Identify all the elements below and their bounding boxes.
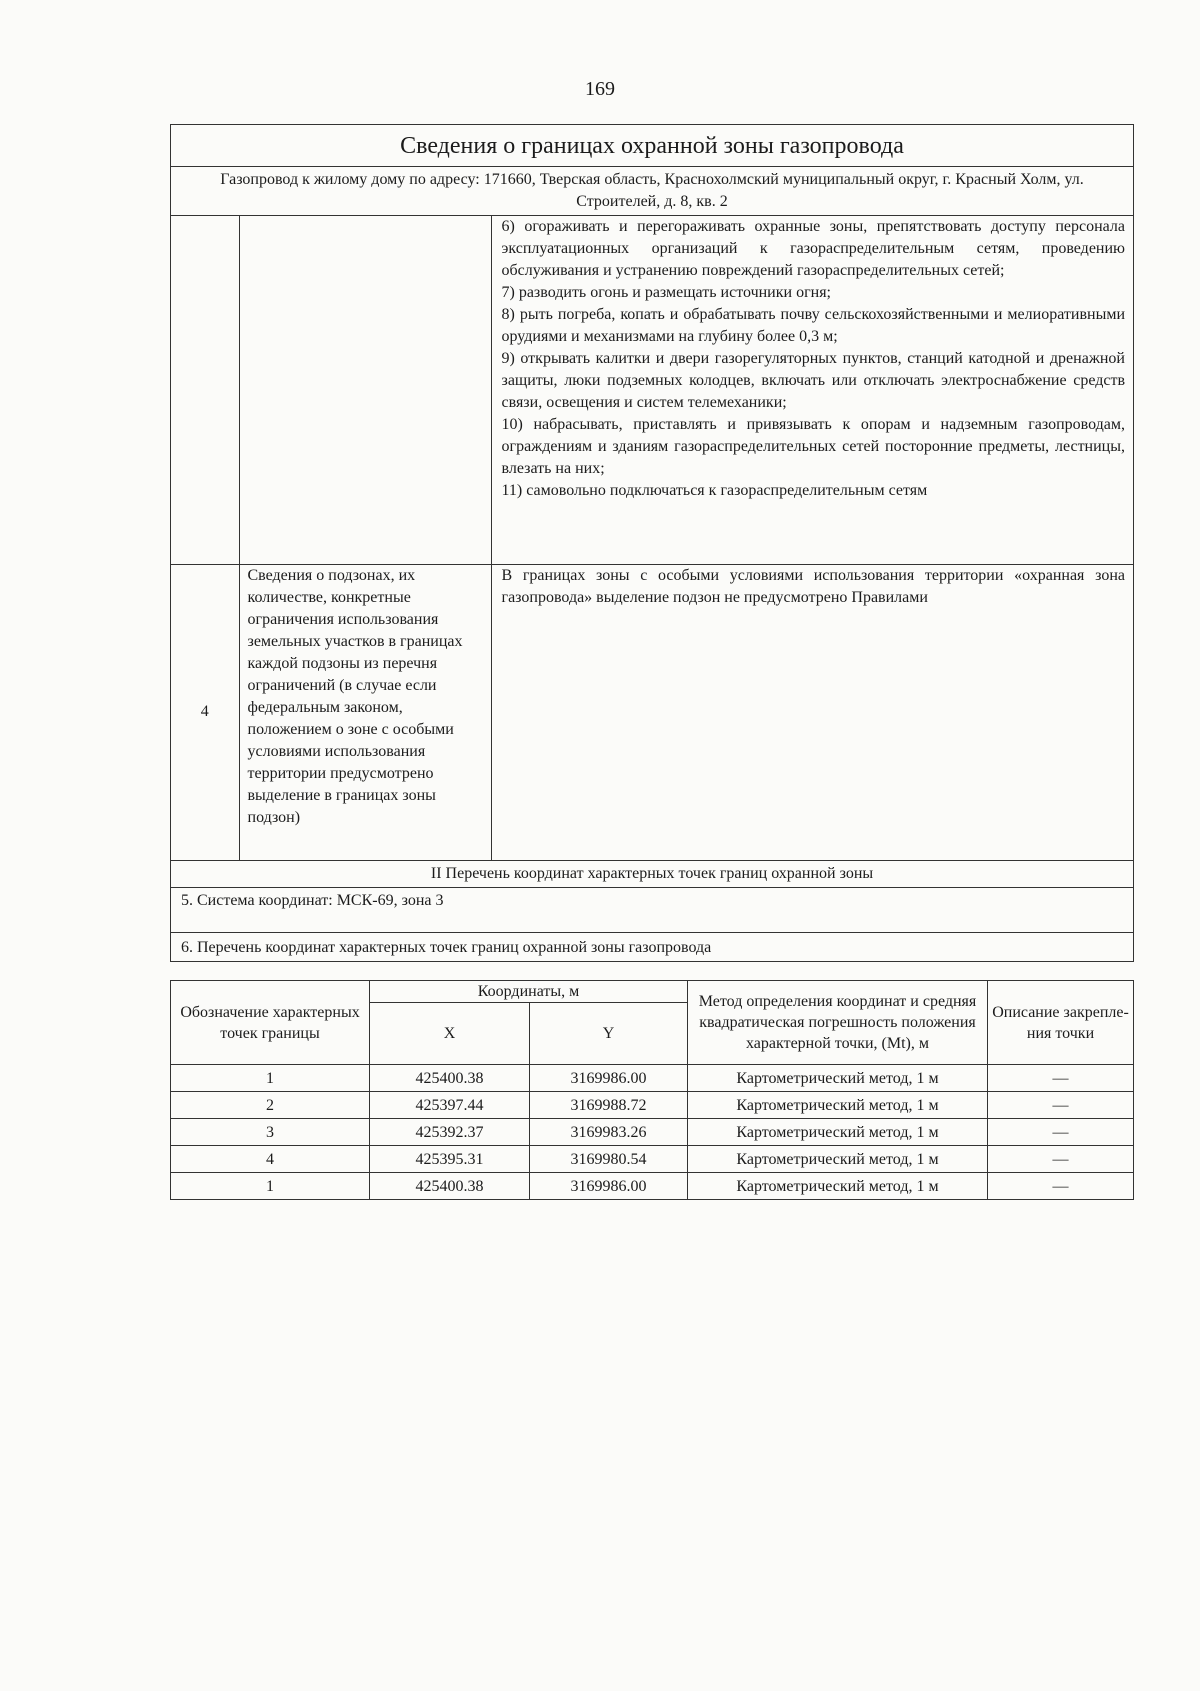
header-row xyxy=(171,981,1134,1003)
document-title: Сведения о границах охранной зоны газопровода xyxy=(171,125,1133,167)
header-description: Описание закрепле-ния точки xyxy=(988,981,1134,1065)
cell-method: Картометрический метод, 1 м xyxy=(688,1065,988,1092)
table-row xyxy=(171,1173,1134,1200)
paragraph: 6) огораживать и перегораживать охранные зоны, препятствовать доступу персонала эксплуатационных организаций к газораспределительным сетям, проведению обслуживания и устранению повреждений газораспределительных сетей; xyxy=(501,218,1125,279)
header-x: X xyxy=(370,1003,530,1065)
cell-method: Картометрический метод, 1 м xyxy=(688,1146,988,1173)
cell-y: 3169983.26 xyxy=(530,1119,688,1146)
row-label: Сведения о подзонах, их количестве, конкретные ограничения использования земельных участков в границах каждой подзоны из перечня ограничений (в случае если федеральным законом, положением о зоне с особыми условиями использования территории предусмотрено выделение в границах зоны подзон) xyxy=(239,564,491,860)
cell-x: 425400.38 xyxy=(370,1065,530,1092)
paragraph: В границах зоны с особыми условиями использования территории «охранная зона газопровода» выделение подзон не предусмотрено Правилами xyxy=(501,566,1125,606)
cell-description: — xyxy=(988,1146,1134,1173)
row-number xyxy=(171,216,239,564)
coordinate-list-title: 6. Перечень координат характерных точек границ охранной зоны газопровода xyxy=(181,938,712,956)
table-row xyxy=(171,1119,1134,1146)
paragraph: 11) самовольно подключаться к газораспределительным сетям xyxy=(501,482,928,499)
cell-x: 425397.44 xyxy=(370,1092,530,1119)
table-row xyxy=(171,216,1133,564)
table-row xyxy=(171,564,1133,860)
cell-x: 425400.38 xyxy=(370,1173,530,1200)
cell-y: 3169986.00 xyxy=(530,1173,688,1200)
cell-x: 425392.37 xyxy=(370,1119,530,1146)
paragraph: 7) разводить огонь и размещать источники огня; xyxy=(501,284,831,301)
page-number: 169 xyxy=(585,78,615,100)
cell-point: 2 xyxy=(171,1092,370,1119)
cell-point: 1 xyxy=(171,1173,370,1200)
cell-method: Картометрический метод, 1 м xyxy=(688,1092,988,1119)
paragraph: 8) рыть погреба, копать и обрабатывать почву сельскохозяйственными и мелиоративными орудиями и механизмами на глубину более 0,3 м; xyxy=(501,306,1125,345)
zone-info-frame xyxy=(170,124,1134,962)
cell-y: 3169980.54 xyxy=(530,1146,688,1173)
cell-point: 1 xyxy=(171,1065,370,1092)
row-content xyxy=(491,216,1133,564)
coordinates-table xyxy=(170,980,1134,1200)
cell-point: 3 xyxy=(171,1119,370,1146)
cell-description: — xyxy=(988,1065,1134,1092)
row-label xyxy=(239,216,491,564)
row-content xyxy=(491,564,1133,860)
table-row xyxy=(171,1146,1134,1173)
table-row xyxy=(171,1065,1134,1092)
cell-x: 425395.31 xyxy=(370,1146,530,1173)
header-coords: Координаты, м xyxy=(370,981,688,1003)
header-point: Обозначение характерных точек границы xyxy=(171,981,370,1065)
zone-info-table xyxy=(171,216,1133,861)
header-method: Метод определения координат и средняя квадратическая погрешность положения характерной точки, (Mt), м xyxy=(688,981,988,1065)
document-subtitle: Газопровод к жилому дому по адресу: 171660, Тверская область, Краснохолмский муниципальный округ, г. Красный Холм, ул. Строителей, д. 8, кв. 2 xyxy=(171,167,1133,216)
header-y: Y xyxy=(530,1003,688,1065)
cell-description: — xyxy=(988,1173,1134,1200)
coordinate-system: 5. Система координат: МСК-69, зона 3 xyxy=(171,888,1133,933)
section-heading: II Перечень координат характерных точек границ охранной зоны xyxy=(171,861,1133,888)
cell-y: 3169988.72 xyxy=(530,1092,688,1119)
row-number: 4 xyxy=(171,564,239,860)
cell-method: Картометрический метод, 1 м xyxy=(688,1173,988,1200)
table-row xyxy=(171,1092,1134,1119)
cell-y: 3169986.00 xyxy=(530,1065,688,1092)
paragraph: 10) набрасывать, приставлять и привязывать к опорам и надземным газопроводам, ограждениям и зданиям газораспределительных сетей посторонние предметы, лестницы, влезать на них; xyxy=(501,416,1125,477)
cell-description: — xyxy=(988,1092,1134,1119)
paragraph: 9) открывать калитки и двери газорегуляторных пунктов, станций катодной и дренажной защиты, люки подземных колодцев, включать или отключать электроснабжение средств связи, освещения и систем телемеханики; xyxy=(501,350,1125,411)
cell-method: Картометрический метод, 1 м xyxy=(688,1119,988,1146)
cell-description: — xyxy=(988,1119,1134,1146)
cell-point: 4 xyxy=(171,1146,370,1173)
